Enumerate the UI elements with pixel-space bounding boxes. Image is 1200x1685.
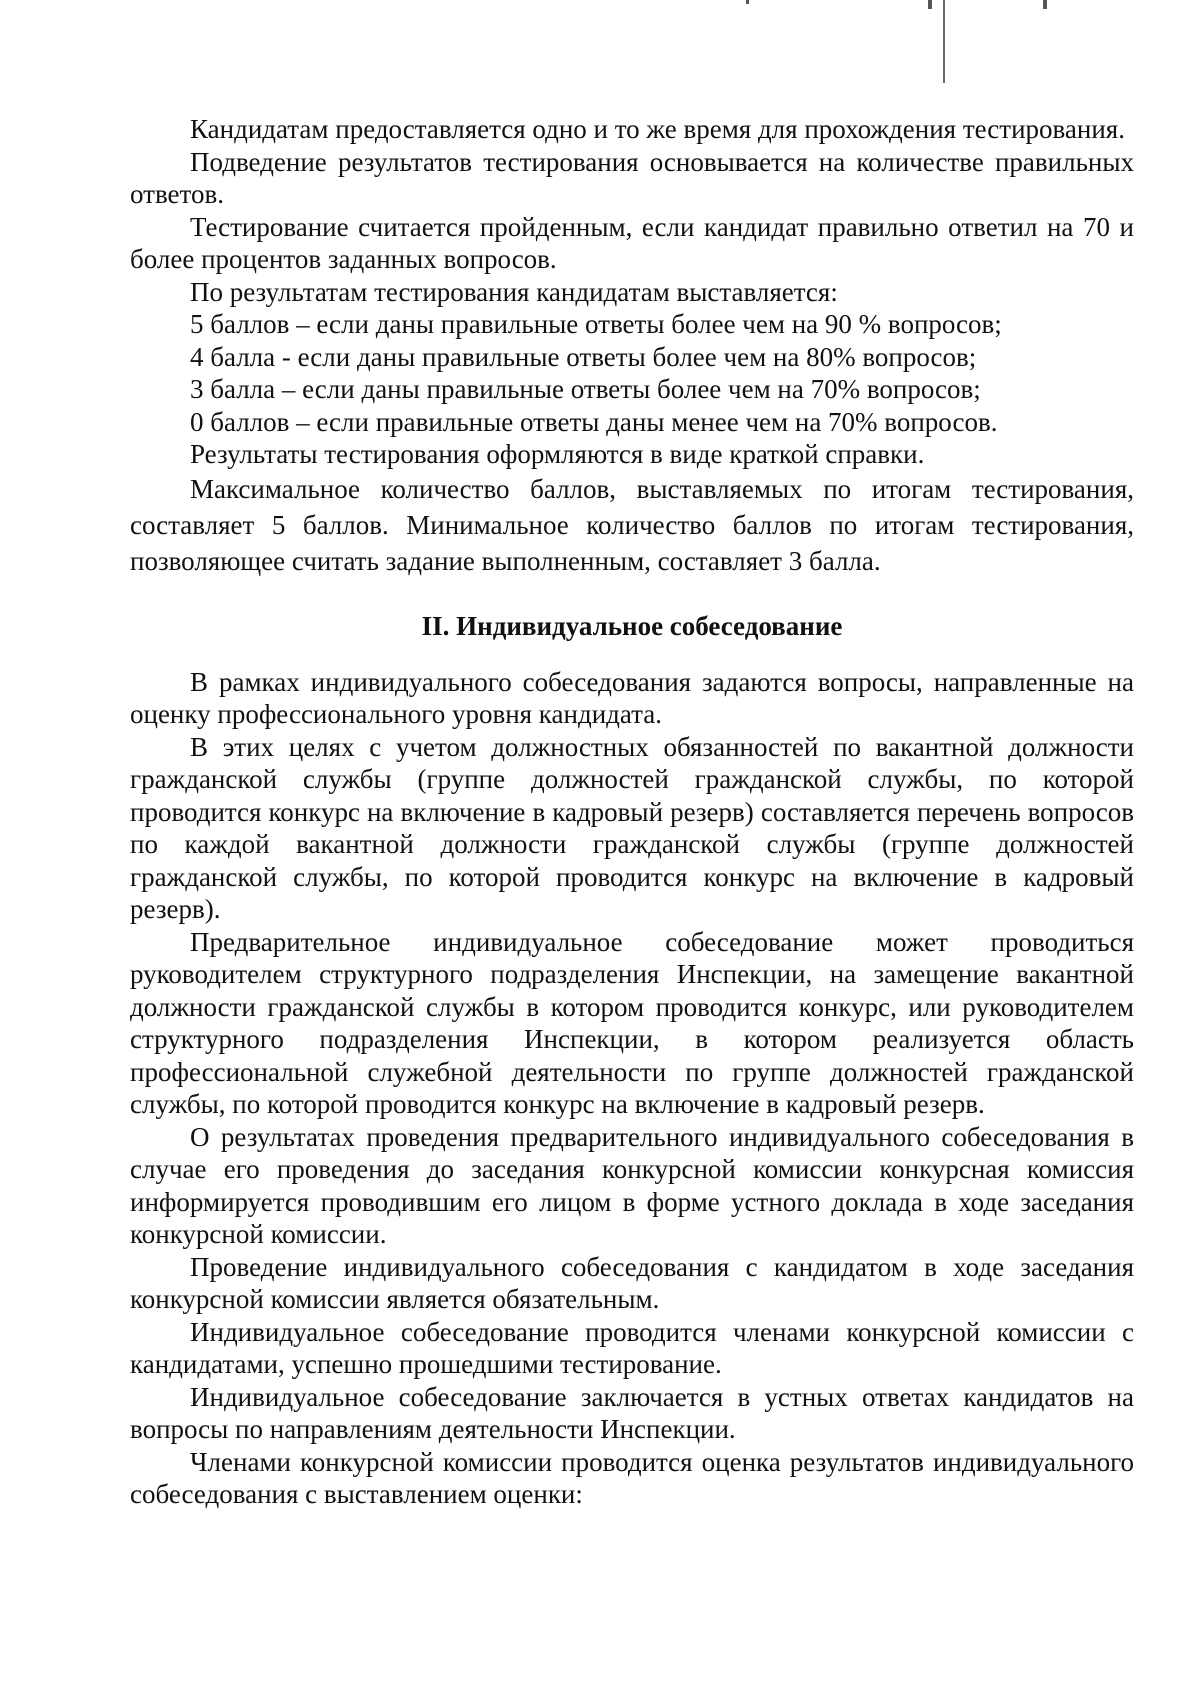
score-line-3: 3 балла – если даны правильные ответы более чем на 70% вопросов;	[190, 374, 981, 404]
score-line-5: 5 баллов – если даны правильные ответы более чем на 90 % вопросов;	[190, 309, 1002, 339]
score-intro: По результатам тестирования кандидатам выставляется:	[190, 276, 838, 307]
scan-speck	[746, 0, 749, 4]
paragraph-evaluation: Членами конкурсной комиссии проводится оценка результатов индивидуального собеседования с выставлением оценки:	[130, 1446, 1134, 1509]
paragraph-preliminary-interview: Предварительное индивидуальное собеседование может проводиться руководителем структурного подразделения Инспекции, на замещение вакантной должности гражданской службы в котором проводится конкурс, или руководителем структурного подразделения Инспекции, в котором реализуется область профессиональной служебной деятельности по группе должностей гражданской службы, по которой проводится конкурс на включение в кадровый резерв.	[130, 926, 1134, 1119]
paragraph-oral-answers: Индивидуальное собеседование заключается в устных ответах кандидатов на вопросы по направлениям деятельности Инспекции.	[130, 1381, 1134, 1444]
paragraph-interview-members: Индивидуальное собеседование проводится членами конкурсной комиссии с кандидатами, успешно прошедшими тестирование.	[130, 1316, 1134, 1379]
paragraph-pass-threshold: Тестирование считается пройденным, если кандидат правильно ответил на 70 и более процентов заданных вопросов.	[130, 211, 1134, 274]
score-line-4: 4 балла - если даны правильные ответы более чем на 80% вопросов;	[190, 341, 977, 372]
paragraph-mandatory-interview: Проведение индивидуального собеседования с кандидатом в ходе заседания конкурсной комиссии является обязательным.	[130, 1251, 1134, 1314]
paragraph-results-basis: Подведение результатов тестирования основывается на количестве правильных ответов.	[130, 146, 1134, 209]
paragraph-preliminary-results: О результатах проведения предварительного индивидуального собеседования в случае его проведения до заседания конкурсной комиссии конкурсная комиссия информируется проводившим его лицом в форме устного доклада в ходе заседания конкурсной комиссии.	[130, 1121, 1134, 1249]
section-heading: II. Индивидуальное собеседование	[421, 610, 843, 641]
document-body	[130, 113, 1134, 1511]
paragraph-testing-time: Кандидатам предоставляется одно и то же время для прохождения тестирования.	[190, 114, 1125, 144]
scan-speck	[928, 0, 932, 9]
score-line-0: 0 баллов – если правильные ответы даны менее чем на 70% вопросов.	[190, 406, 998, 437]
paragraph-question-list: В этих целях с учетом должностных обязанностей по вакантной должности гражданской службы (группе должностей гражданской службы, по которой проводится конкурс на включение в кадровый резерв) составляется перечень вопросов по каждой вакантной должности гражданской службы (группе должностей гражданской службы, по которой проводится конкурс на включение в кадровый резерв).	[130, 731, 1134, 924]
scan-margin-line	[943, 0, 945, 83]
paragraph-interview-questions: В рамках индивидуального собеседования задаются вопросы, направленные на оценку профессионального уровня кандидата.	[130, 666, 1134, 729]
paragraph-max-score: Максимальное количество баллов, выставляемых по итогам тестирования, составляет 5 баллов. Минимальное количество баллов по итогам тестирования, позволяющее считать задание выполненным, составляет 3 балла.	[130, 473, 1134, 576]
score-results-note: Результаты тестирования оформляются в виде краткой справки.	[190, 439, 925, 469]
scan-speck	[1043, 0, 1047, 9]
